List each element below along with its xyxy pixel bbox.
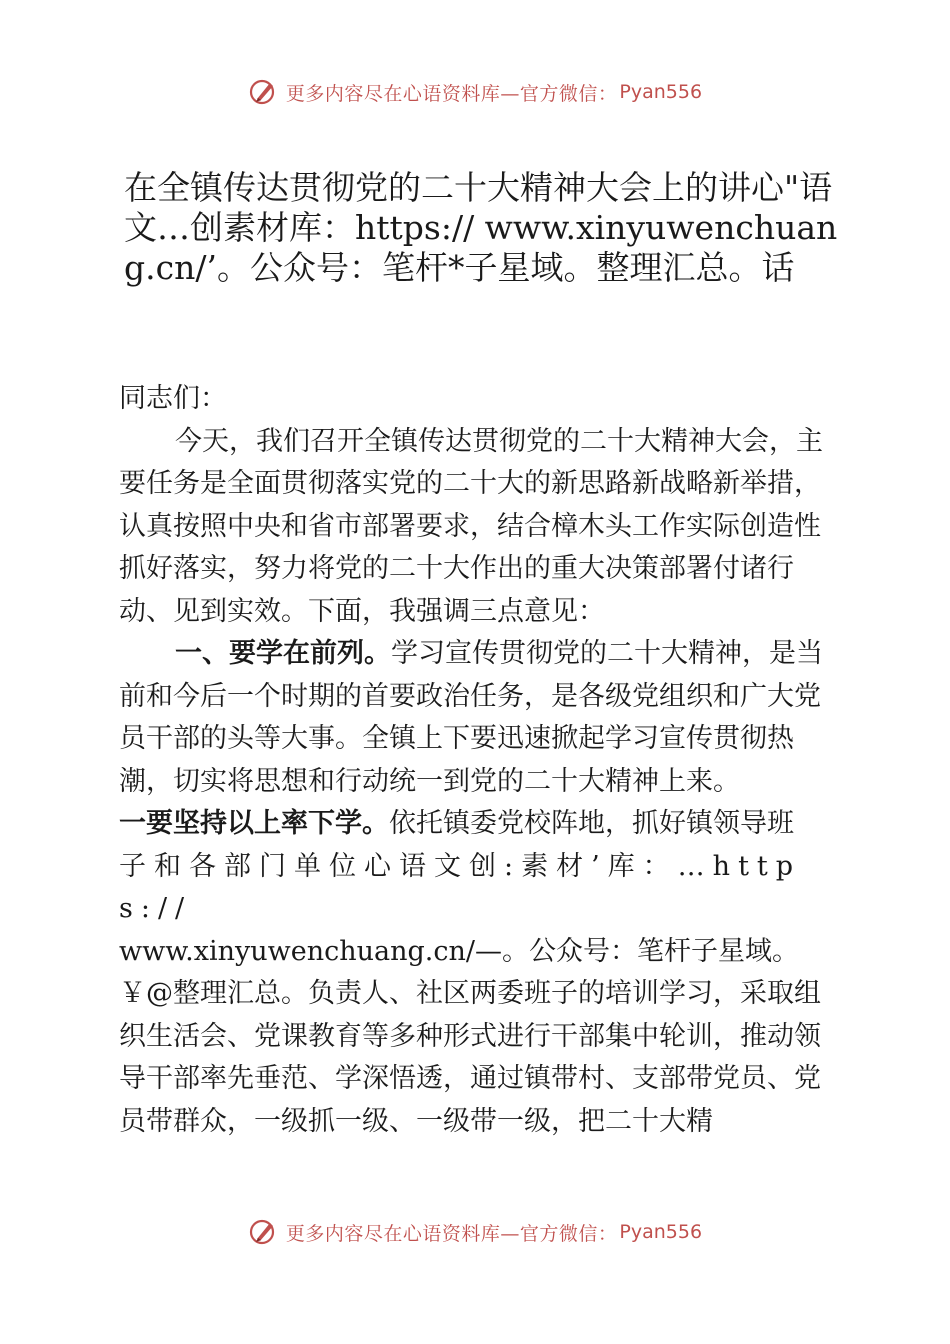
section-one-text: 学习宣传贯彻党的二十大精神，是当前和今后一个时期的首要政治任务，是各级党组织和广大党员干部的头等大事。全镇上下要迅速掀起学习宣传贯彻热潮，切实将思想和行动统一到党的二十大精神上来。 [119,638,823,797]
document-title: 在全镇传达贯彻党的二十大精神大会上的讲心"语文…创素材库：https:// www.xinyuwenchuang.cn/’。公众号：笔杆*子星域。整理汇总。话 [124,168,838,287]
salutation: 同志们： [119,383,227,414]
pen-logo-icon [248,77,278,107]
subpoint-one-line2: 子和各部门单位心语文创:素材’库：…https:// [119,850,802,924]
footer-banner [0,1212,950,1252]
section-one-heading: 一、要学在前列。 [175,638,391,669]
footer-text: 更多内容尽在心语资料库—官方微信： [285,1222,618,1245]
header-banner [0,72,950,112]
subpoint-one-line1: 依托镇委党校阵地，抓好镇领导班 [389,808,794,839]
header-text: 更多内容尽在心语资料库—官方微信： [285,82,618,105]
paragraph-section-one [119,633,834,803]
header-wechat-id: Pyan556 [619,81,703,103]
subpoint-one-rest: www.xinyuwenchuang.cn/—。公众号：笔杆子星域。￥@整理汇总。负责人、社区两委班子的培训学习，采取组织生活会、党课教育等多种形式进行干部集中轮训，推动领导干部率先垂范、学深悟透，通过镇带村、支部带党员、党员带群众，一级抓一级、一级带一级，把二十大精 [119,935,821,1137]
paragraph-subpoint-one [119,803,834,1143]
paragraph-intro: 今天，我们召开全镇传达贯彻党的二十大精神大会，主要任务是全面贯彻落实党的二十大的新思路新战略新举措，认真按照中央和省市部署要求，结合樟木头工作实际创造性抓好落实，努力将党的二十大作出的重大决策部署付诸行动、见到实效。下面，我强调三点意见： [119,425,823,627]
pen-logo-icon [248,1217,278,1247]
footer-wechat-id: Pyan556 [619,1221,703,1243]
document-body [119,378,834,1143]
subpoint-one-heading: 一要坚持以上率下学。 [119,808,389,839]
